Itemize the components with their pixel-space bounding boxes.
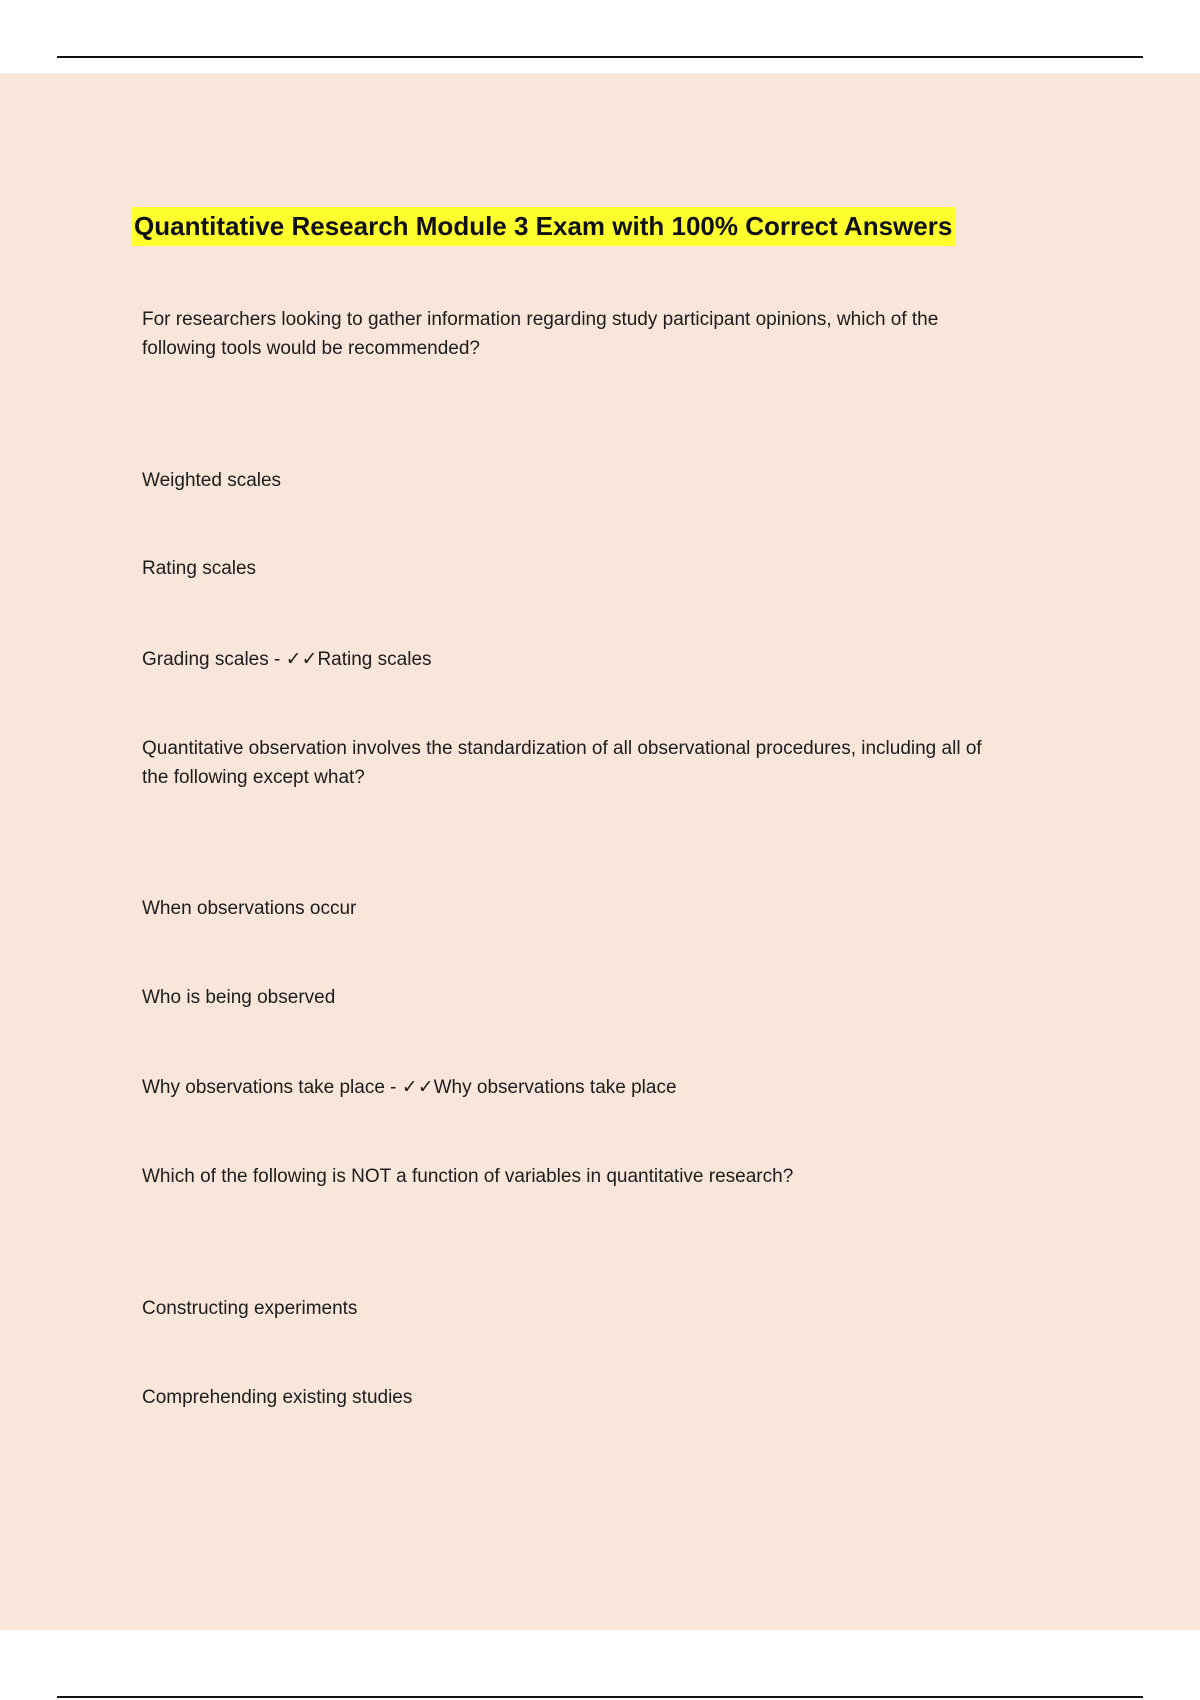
question-2-text-line-2: the following except what? bbox=[142, 767, 365, 788]
question-3-option-1: Constructing experiments bbox=[142, 1298, 358, 1319]
question-2-option-1: When observations occur bbox=[142, 898, 357, 919]
question-1-option-1: Weighted scales bbox=[142, 470, 282, 491]
question-1-option-3-answer: Grading scales - ✓✓Rating scales bbox=[142, 649, 432, 670]
question-2-option-3-answer: Why observations take place - ✓✓Why observations take place bbox=[142, 1077, 677, 1098]
header-rule bbox=[57, 56, 1143, 58]
document-title: Quantitative Research Module 3 Exam with 100% Correct Answers bbox=[132, 207, 955, 246]
question-1-text-line-1: For researchers looking to gather information regarding study participant opinions, which of the bbox=[142, 309, 939, 330]
question-3-option-2: Comprehending existing studies bbox=[142, 1387, 413, 1408]
question-3-text: Which of the following is NOT a function of variables in quantitative research? bbox=[142, 1166, 794, 1187]
question-1-text-line-2: following tools would be recommended? bbox=[142, 338, 480, 359]
footer-rule bbox=[57, 1696, 1143, 1698]
question-2-text-line-1: Quantitative observation involves the standardization of all observational procedures, including all of bbox=[142, 738, 982, 759]
question-2-option-2: Who is being observed bbox=[142, 987, 336, 1008]
question-1-option-2: Rating scales bbox=[142, 558, 257, 579]
